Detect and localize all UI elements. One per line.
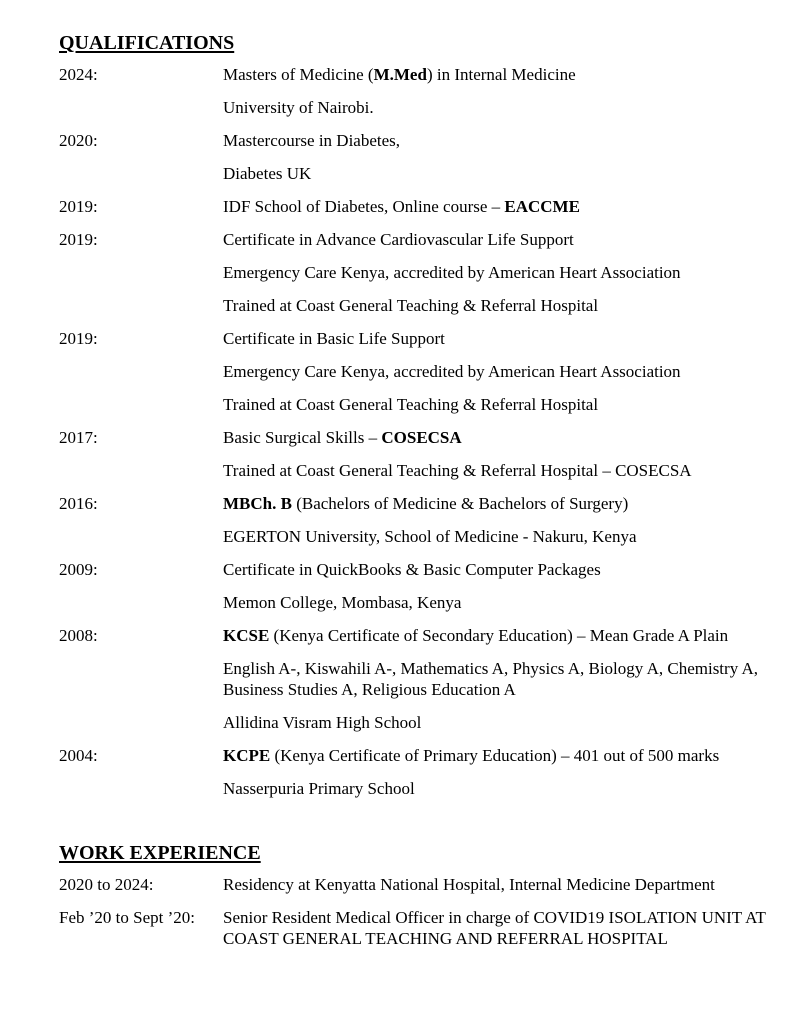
line-text: EGERTON University, School of Medicine - Nakuru, Kenya bbox=[223, 527, 637, 546]
entry-details bbox=[223, 625, 784, 745]
entry-details bbox=[223, 130, 784, 196]
line-text: English A-, Kiswahili A-, Mathematics A, Physics A, Biology A, Chemistry A, Business Studies A, Religious Education A bbox=[223, 659, 759, 699]
entry-line bbox=[223, 745, 784, 766]
line-text: Nasserpuria Primary School bbox=[223, 779, 415, 798]
entry-date: 2004: bbox=[59, 746, 98, 765]
entry-line bbox=[223, 874, 784, 895]
line-text: Certificate in Advance Cardiovascular Life Support bbox=[223, 230, 574, 249]
entry-row bbox=[59, 559, 784, 625]
line-text: Residency at Kenyatta National Hospital, Internal Medicine Department bbox=[223, 875, 715, 894]
qualifications-list bbox=[59, 64, 784, 799]
entry-line bbox=[223, 394, 784, 415]
entry-line bbox=[223, 778, 784, 799]
entry-details bbox=[223, 493, 784, 559]
entry-row bbox=[59, 196, 784, 229]
entry-row bbox=[59, 874, 784, 907]
entry-date: 2020: bbox=[59, 131, 98, 150]
line-text: (Bachelors of Medicine & Bachelors of Surgery) bbox=[291, 494, 629, 513]
entry-line bbox=[223, 229, 784, 250]
line-emphasis: M.Med bbox=[373, 65, 427, 84]
entry-line bbox=[223, 493, 784, 514]
entry-line bbox=[223, 427, 784, 448]
entry-line bbox=[223, 712, 784, 733]
entry-line bbox=[223, 559, 784, 580]
line-emphasis: COSECSA bbox=[381, 428, 462, 447]
entry-row bbox=[59, 229, 784, 328]
entry-line bbox=[223, 361, 784, 382]
line-text: (Kenya Certificate of Secondary Education) – Mean Grade A Plain bbox=[269, 626, 729, 645]
line-text: Diabetes UK bbox=[223, 164, 312, 183]
work-experience-list bbox=[59, 874, 784, 949]
line-text: Trained at Coast General Teaching & Referral Hospital bbox=[223, 296, 599, 315]
entry-details bbox=[223, 907, 784, 949]
entry-details bbox=[223, 328, 784, 427]
line-text: Senior Resident Medical Officer in charge of COVID19 ISOLATION UNIT AT COAST GENERAL TEACHING AND REFERRAL HOSPITAL bbox=[223, 908, 766, 948]
entry-date: 2009: bbox=[59, 560, 98, 579]
line-text: University of Nairobi. bbox=[223, 98, 374, 117]
resume-page bbox=[59, 30, 784, 949]
entry-date: 2017: bbox=[59, 428, 98, 447]
entry-line bbox=[223, 526, 784, 547]
work-experience-heading: WORK EXPERIENCE bbox=[59, 842, 261, 864]
entry-date: 2019: bbox=[59, 329, 98, 348]
line-text: Mastercourse in Diabetes, bbox=[223, 131, 401, 150]
entry-row bbox=[59, 907, 784, 949]
entry-line bbox=[223, 262, 784, 283]
entry-date: 2016: bbox=[59, 494, 98, 513]
line-text: Emergency Care Kenya, accredited by American Heart Association bbox=[223, 362, 681, 381]
line-emphasis: MBCh. B bbox=[223, 494, 292, 513]
entry-details bbox=[223, 64, 784, 130]
entry-details bbox=[223, 196, 784, 229]
line-text: Certificate in QuickBooks & Basic Computer Packages bbox=[223, 560, 601, 579]
line-text: Masters of Medicine ( bbox=[223, 65, 374, 84]
line-text: (Kenya Certificate of Primary Education) – 401 out of 500 marks bbox=[270, 746, 720, 765]
entry-line bbox=[223, 130, 784, 151]
line-text: Emergency Care Kenya, accredited by American Heart Association bbox=[223, 263, 681, 282]
entry-row bbox=[59, 625, 784, 745]
entry-row bbox=[59, 64, 784, 130]
line-text: Basic Surgical Skills – bbox=[223, 428, 382, 447]
entry-line bbox=[223, 295, 784, 316]
entry-row bbox=[59, 328, 784, 427]
line-text: Memon College, Mombasa, Kenya bbox=[223, 593, 462, 612]
entry-line bbox=[223, 907, 784, 949]
line-text: ) in Internal Medicine bbox=[426, 65, 576, 84]
entry-line bbox=[223, 592, 784, 613]
qualifications-heading: QUALIFICATIONS bbox=[59, 32, 235, 54]
entry-date: 2019: bbox=[59, 197, 98, 216]
entry-details bbox=[223, 229, 784, 328]
entry-date: 2024: bbox=[59, 65, 98, 84]
entry-row bbox=[59, 745, 784, 799]
entry-row bbox=[59, 427, 784, 493]
entry-date: 2008: bbox=[59, 626, 98, 645]
entry-line bbox=[223, 460, 784, 481]
entry-date: 2019: bbox=[59, 230, 98, 249]
entry-line bbox=[223, 97, 784, 118]
entry-line bbox=[223, 328, 784, 349]
entry-details bbox=[223, 874, 784, 907]
line-text: Trained at Coast General Teaching & Referral Hospital bbox=[223, 395, 599, 414]
entry-row bbox=[59, 493, 784, 559]
line-text: Allidina Visram High School bbox=[223, 713, 422, 732]
entry-line bbox=[223, 658, 784, 700]
entry-details bbox=[223, 427, 784, 493]
entry-date: 2020 to 2024: bbox=[59, 875, 154, 894]
entry-line bbox=[223, 625, 784, 646]
line-text: IDF School of Diabetes, Online course – bbox=[223, 197, 505, 216]
entry-details bbox=[223, 559, 784, 625]
line-text: Trained at Coast General Teaching & Referral Hospital – COSECSA bbox=[223, 461, 692, 480]
entry-line bbox=[223, 64, 784, 85]
entry-details bbox=[223, 745, 784, 799]
line-emphasis: KCSE bbox=[223, 626, 270, 645]
entry-row bbox=[59, 130, 784, 196]
line-text: Certificate in Basic Life Support bbox=[223, 329, 445, 348]
entry-line bbox=[223, 196, 784, 217]
line-emphasis: EACCME bbox=[504, 197, 580, 216]
line-emphasis: KCPE bbox=[223, 746, 271, 765]
entry-date: Feb ’20 to Sept ’20: bbox=[59, 908, 195, 927]
entry-line bbox=[223, 163, 784, 184]
